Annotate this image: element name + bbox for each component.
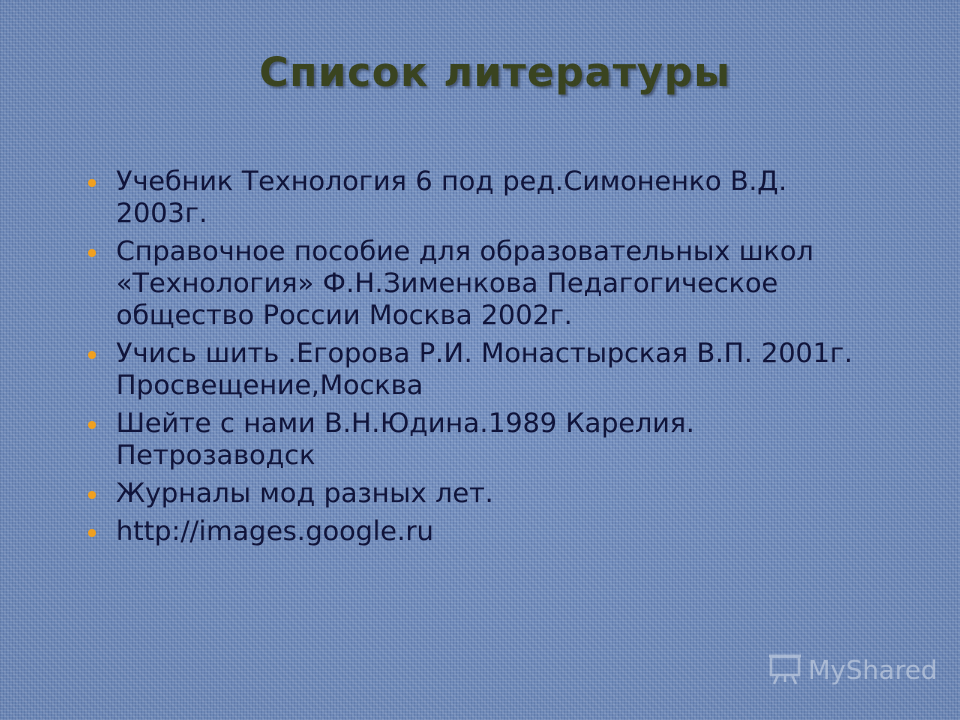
bullet-icon xyxy=(88,249,96,257)
bibliography-list xyxy=(86,166,886,554)
list-item-text: Справочное пособие для образовательных школ «Технология» Ф.Н.Зименкова Педагогическое общество России Москва 2002г. xyxy=(116,236,814,331)
watermark xyxy=(768,652,937,690)
list-item-text: Шейте с нами В.Н.Юдина.1989 Карелия. Петрозаводск xyxy=(116,408,695,471)
list-item-text: Журналы мод разных лет. xyxy=(116,478,494,509)
bullet-icon xyxy=(88,491,96,499)
list-item xyxy=(86,236,886,332)
list-item xyxy=(86,166,886,230)
list-item-text: Учебник Технология 6 под ред.Симоненко В.Д. 2003г. xyxy=(116,166,787,229)
list-item-text: Учись шить .Егорова Р.И. Монастырская В.П. 2001г. Просвещение,Москва xyxy=(116,338,853,401)
list-item xyxy=(86,478,886,510)
link-text[interactable]: http://images.google.ru xyxy=(116,516,434,547)
bullet-icon xyxy=(88,529,96,537)
slide-title: Список литературы xyxy=(259,50,731,96)
list-item[interactable] xyxy=(86,516,886,548)
bullet-icon xyxy=(88,179,96,187)
presentation-board-icon xyxy=(768,652,802,690)
list-item xyxy=(86,338,886,402)
watermark-text: MyShared xyxy=(808,656,938,686)
list-item xyxy=(86,408,886,472)
bullet-icon xyxy=(88,421,96,429)
bullet-icon xyxy=(88,351,96,359)
